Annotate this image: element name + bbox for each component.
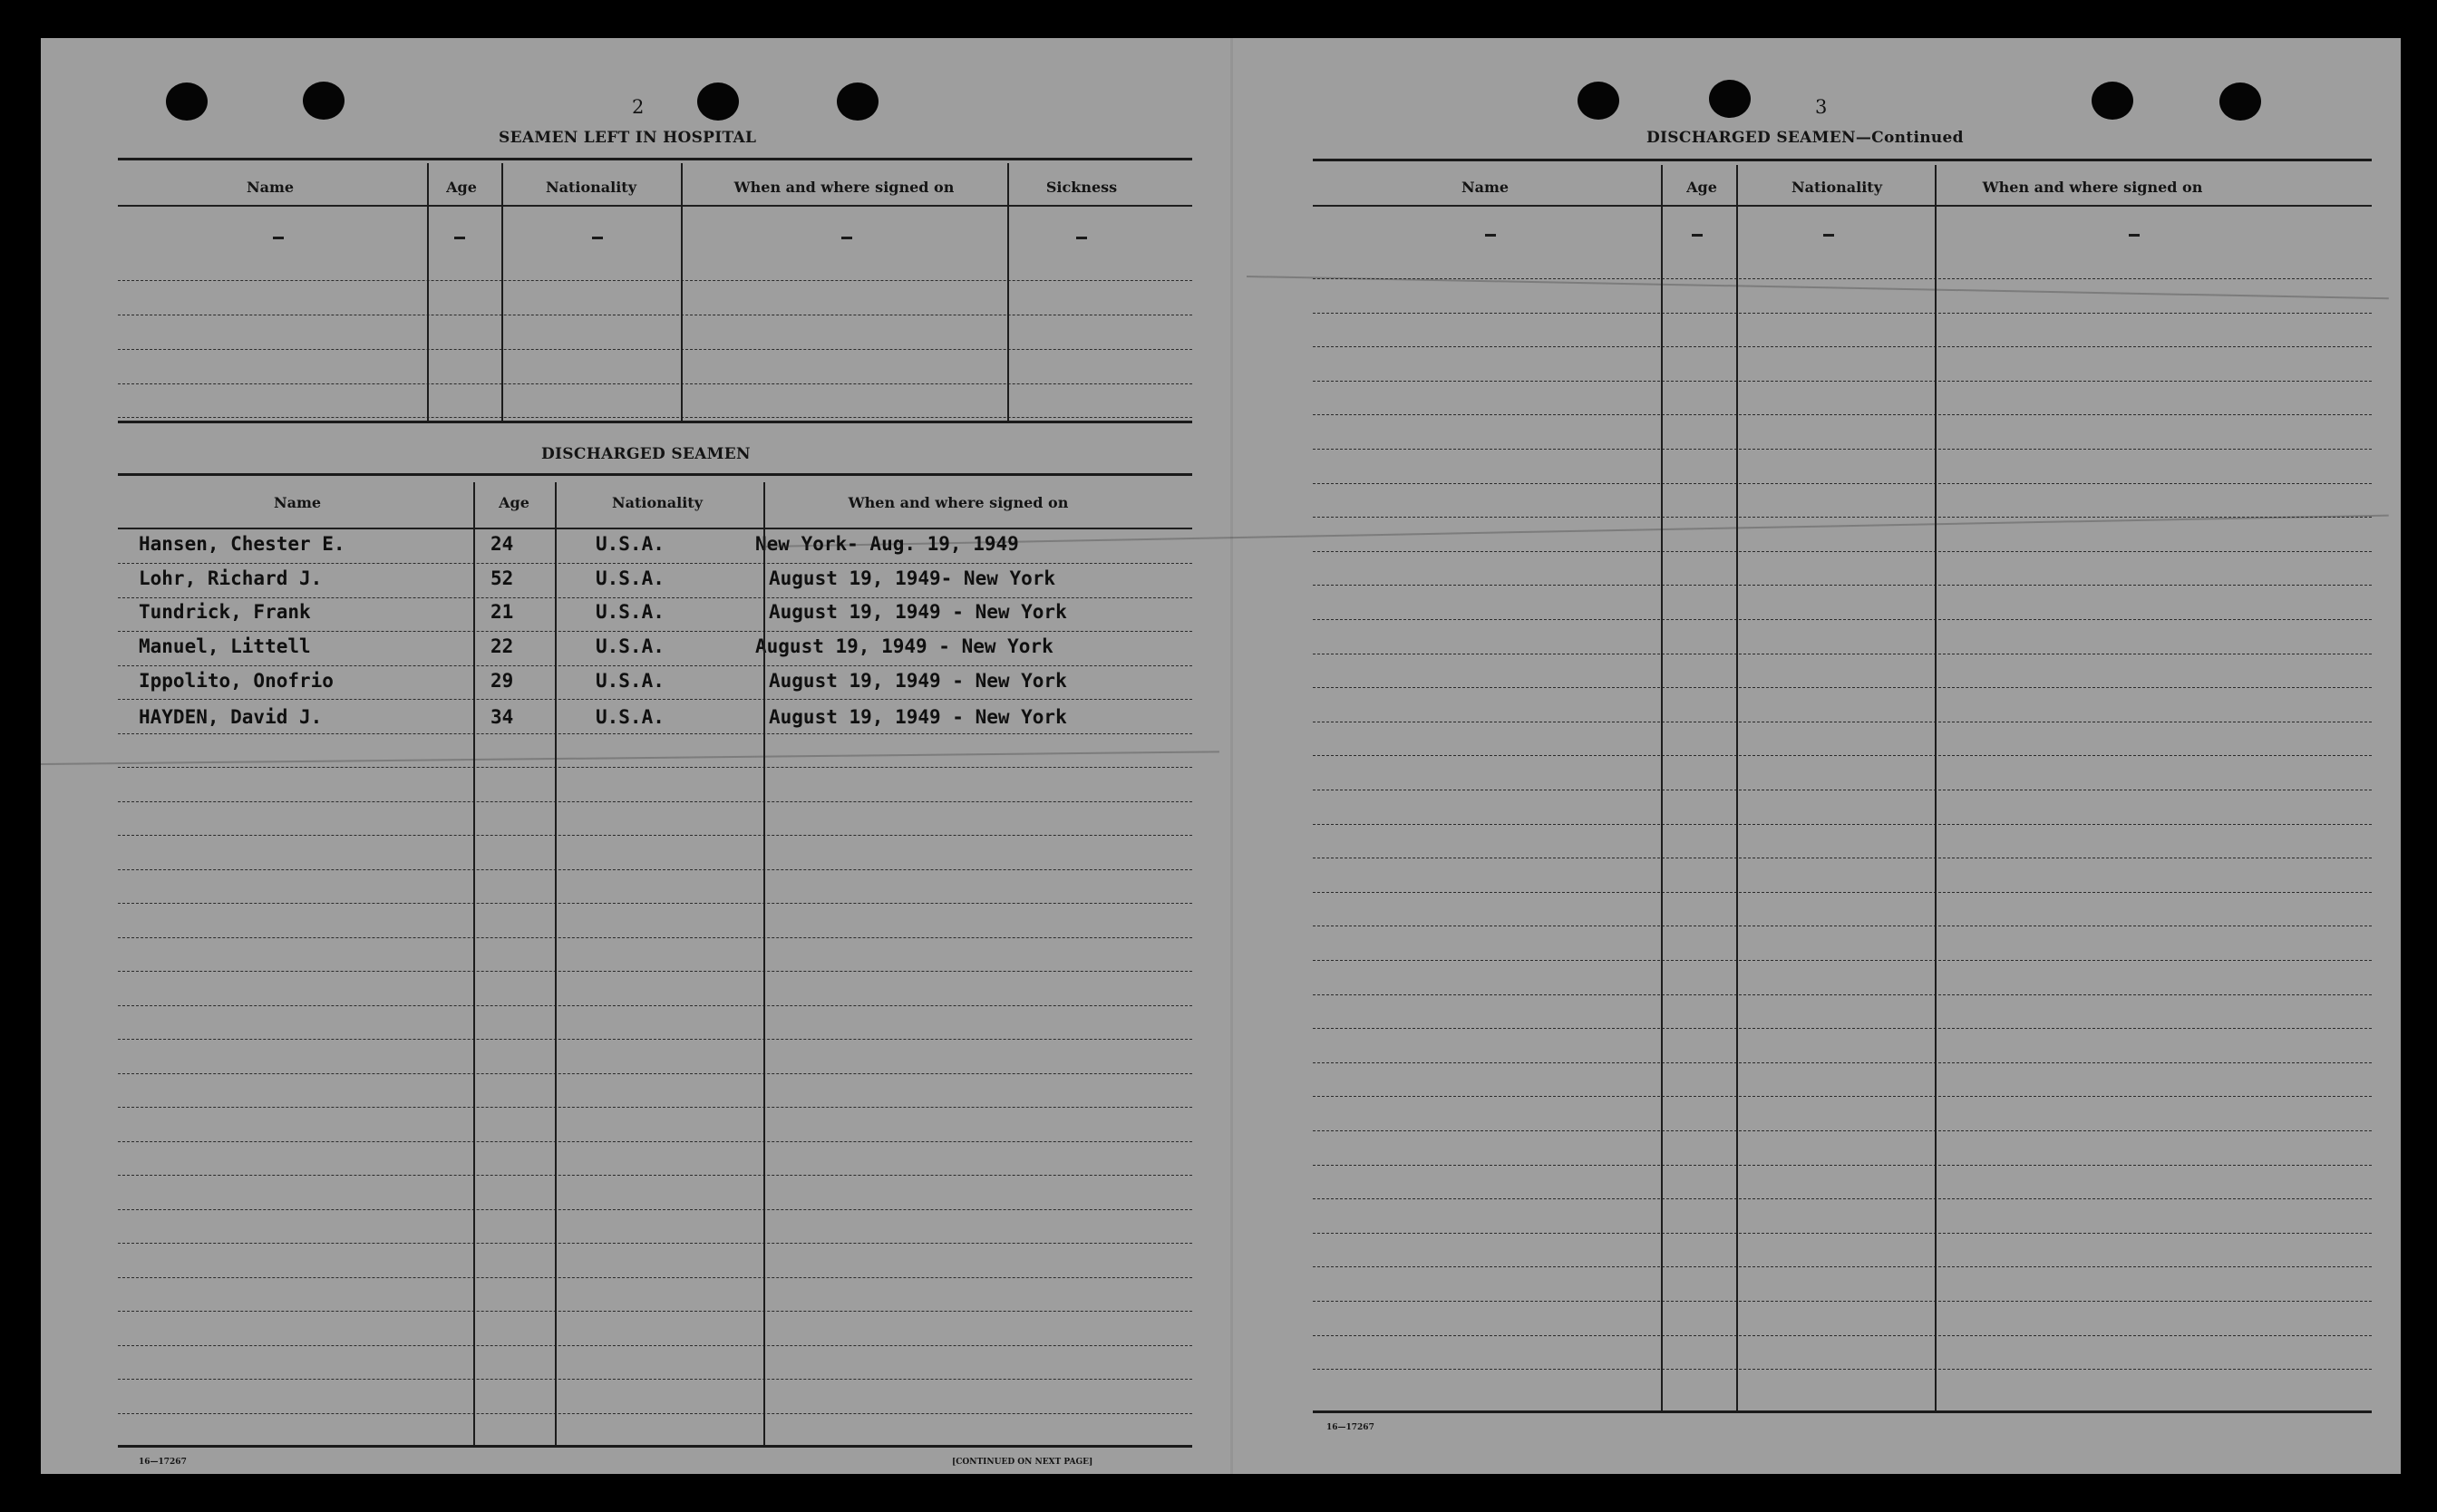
column-header-age: Age	[499, 494, 529, 511]
punch-hole	[2092, 82, 2133, 120]
row-rule	[118, 597, 1192, 598]
row-rule	[1313, 381, 2372, 382]
seaman-signed-on: August 19, 1949 - New York	[769, 706, 1067, 728]
table-top-rule	[118, 473, 1192, 476]
row-rule	[118, 665, 1192, 666]
form-number: 16—17267	[139, 1458, 187, 1467]
hospital-section-title: SEAMEN LEFT IN HOSPITAL	[499, 129, 757, 147]
column-divider	[427, 163, 429, 421]
row-rule	[118, 1073, 1192, 1074]
column-divider	[501, 163, 503, 421]
row-rule	[1313, 755, 2372, 756]
row-rule	[118, 417, 1192, 418]
row-rule	[118, 971, 1192, 972]
seaman-signed-on: August 19, 1949 - New York	[769, 601, 1067, 623]
punch-hole	[1709, 80, 1751, 118]
row-rule	[118, 801, 1192, 802]
column-header-sickness: Sickness	[1045, 179, 1118, 196]
column-divider	[1661, 165, 1663, 1411]
row-rule	[1313, 1096, 2372, 1097]
header-bottom-rule	[118, 528, 1192, 529]
blank-dash	[592, 237, 603, 239]
row-rule	[1313, 517, 2372, 518]
seaman-age: 22	[490, 635, 514, 657]
discharged-continued-title: DISCHARGED SEAMEN—Continued	[1646, 129, 1964, 147]
punch-hole	[697, 82, 739, 121]
seaman-name: HAYDEN, David J.	[139, 706, 323, 728]
header-bottom-rule	[118, 205, 1192, 207]
page-number: 2	[632, 96, 645, 118]
seaman-signed-on: August 19, 1949- New York	[769, 567, 1056, 589]
punch-hole	[2219, 82, 2261, 121]
discharged-section-title: DISCHARGED SEAMEN	[541, 445, 751, 463]
column-divider	[1736, 165, 1738, 1411]
seaman-nationality: U.S.A.	[596, 567, 665, 589]
blank-dash	[1823, 234, 1834, 237]
row-rule	[118, 1005, 1192, 1006]
column-header-signed-on: When and where signed on	[1982, 179, 2203, 196]
seaman-name: Ippolito, Onofrio	[139, 670, 334, 692]
blank-dash	[1076, 237, 1087, 239]
row-rule	[118, 1141, 1192, 1142]
blank-dash	[841, 237, 852, 239]
page-number: 3	[1815, 96, 1828, 118]
row-rule	[118, 1345, 1192, 1346]
row-rule	[1313, 585, 2372, 586]
row-rule	[1313, 414, 2372, 415]
column-header-name: Name	[246, 179, 295, 196]
table-bottom-rule	[1313, 1410, 2372, 1413]
column-header-nationality: Nationality	[546, 179, 636, 196]
table-bottom-rule	[118, 421, 1192, 423]
row-rule	[118, 563, 1192, 564]
column-header-age: Age	[1686, 179, 1717, 196]
row-rule	[1313, 1369, 2372, 1370]
row-rule	[118, 937, 1192, 938]
seaman-name: Tundrick, Frank	[139, 601, 311, 623]
punch-hole	[303, 82, 345, 120]
row-rule	[118, 733, 1192, 734]
seaman-age: 29	[490, 670, 514, 692]
row-rule	[1313, 892, 2372, 893]
table-bottom-rule	[118, 1445, 1192, 1448]
row-rule	[118, 383, 1192, 384]
seaman-age: 21	[490, 601, 514, 623]
column-divider	[1007, 163, 1009, 421]
column-divider	[763, 482, 765, 1446]
row-rule	[118, 1107, 1192, 1108]
row-rule	[118, 1243, 1192, 1244]
punch-hole	[1578, 82, 1619, 120]
seaman-nationality: U.S.A.	[596, 706, 665, 728]
column-header-age: Age	[446, 179, 477, 196]
row-rule	[118, 1311, 1192, 1312]
row-rule	[1313, 1335, 2372, 1336]
row-rule	[1313, 619, 2372, 620]
row-rule	[118, 1277, 1192, 1278]
row-rule	[118, 835, 1192, 836]
seaman-nationality: U.S.A.	[596, 670, 665, 692]
scan-streak	[41, 751, 1219, 765]
row-rule	[1313, 313, 2372, 314]
row-rule	[118, 1209, 1192, 1210]
row-rule	[1313, 824, 2372, 825]
seaman-name: Manuel, Littell	[139, 635, 311, 657]
row-rule	[118, 280, 1192, 281]
row-rule	[1313, 1062, 2372, 1063]
seaman-signed-on: August 19, 1949 - New York	[769, 670, 1067, 692]
row-rule	[1313, 687, 2372, 688]
table-top-rule	[118, 158, 1192, 160]
punch-hole	[837, 82, 879, 121]
column-divider	[473, 482, 475, 1446]
column-divider	[555, 482, 557, 1446]
seaman-signed-on: August 19, 1949 - New York	[755, 635, 1053, 657]
row-rule	[1313, 1165, 2372, 1166]
row-rule	[1313, 1028, 2372, 1029]
form-number: 16—17267	[1326, 1423, 1374, 1432]
seaman-age: 34	[490, 706, 514, 728]
row-rule	[1313, 1301, 2372, 1302]
blank-dash	[2129, 234, 2140, 237]
column-header-signed-on: When and where signed on	[733, 179, 955, 196]
row-rule	[1313, 449, 2372, 450]
row-rule	[118, 699, 1192, 700]
document-sheet	[41, 38, 2401, 1474]
row-rule	[1313, 994, 2372, 995]
row-rule	[118, 1379, 1192, 1380]
column-divider	[681, 163, 683, 421]
header-bottom-rule	[1313, 205, 2372, 207]
seaman-name: Lohr, Richard J.	[139, 567, 323, 589]
row-rule	[1313, 278, 2372, 279]
row-rule	[118, 767, 1192, 768]
row-rule	[118, 903, 1192, 904]
column-header-nationality: Nationality	[1791, 179, 1882, 196]
seaman-nationality: U.S.A.	[596, 533, 665, 555]
seaman-nationality: U.S.A.	[596, 635, 665, 657]
row-rule	[1313, 1130, 2372, 1131]
column-header-name: Name	[273, 494, 322, 511]
seaman-nationality: U.S.A.	[596, 601, 665, 623]
seaman-age: 24	[490, 533, 514, 555]
column-divider	[1935, 165, 1937, 1411]
row-rule	[1313, 960, 2372, 961]
column-header-signed-on: When and where signed on	[848, 494, 1069, 511]
row-rule	[1313, 483, 2372, 484]
row-rule	[1313, 551, 2372, 552]
row-rule	[118, 1175, 1192, 1176]
seaman-signed-on: New York- Aug. 19, 1949	[755, 533, 1019, 555]
column-header-name: Name	[1461, 179, 1510, 196]
row-rule	[1313, 1233, 2372, 1234]
blank-dash	[454, 237, 465, 239]
blank-dash	[273, 237, 284, 239]
row-rule	[1313, 346, 2372, 347]
continued-note: [CONTINUED ON NEXT PAGE]	[952, 1458, 1093, 1467]
row-rule	[118, 869, 1192, 870]
punch-hole	[166, 82, 208, 121]
blank-dash	[1485, 234, 1496, 237]
blank-dash	[1692, 234, 1703, 237]
row-rule	[1313, 1266, 2372, 1267]
row-rule	[118, 1413, 1192, 1414]
row-rule	[1313, 1198, 2372, 1199]
seaman-name: Hansen, Chester E.	[139, 533, 345, 555]
column-header-nationality: Nationality	[612, 494, 703, 511]
row-rule	[118, 349, 1192, 350]
seaman-age: 52	[490, 567, 514, 589]
row-rule	[118, 631, 1192, 632]
row-rule	[118, 1039, 1192, 1040]
table-top-rule	[1313, 159, 2372, 161]
